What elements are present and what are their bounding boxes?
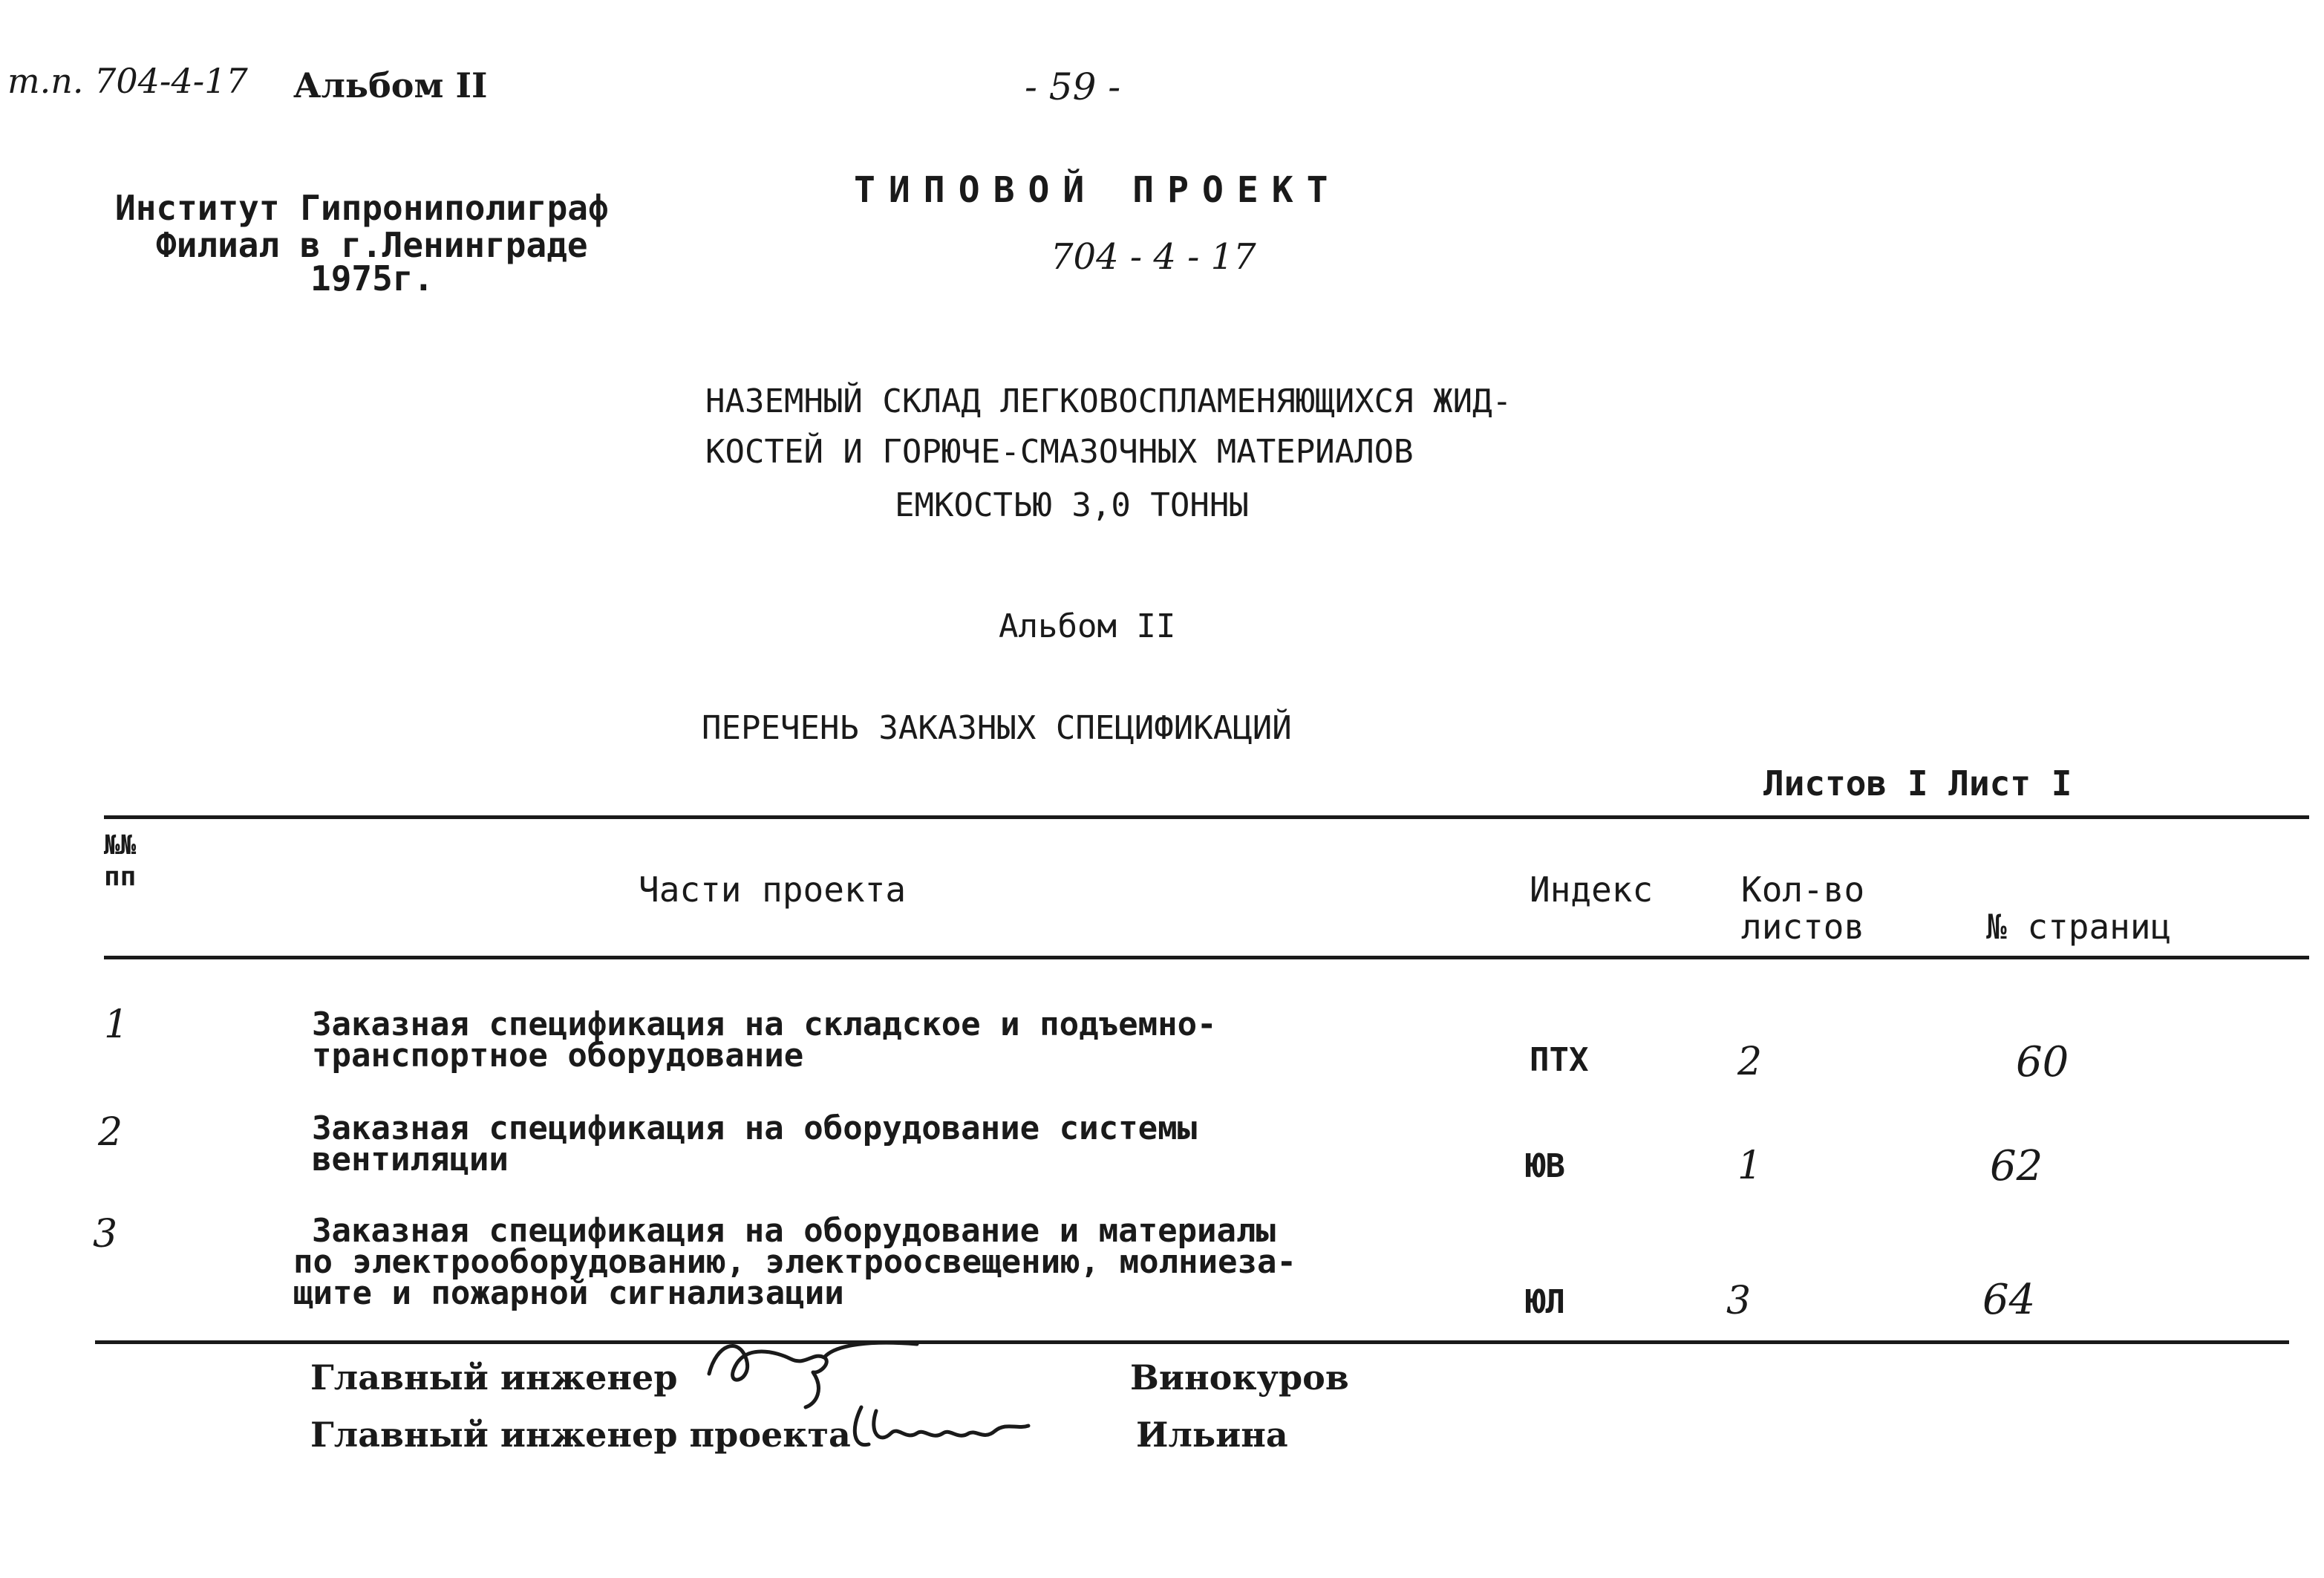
row-2-sheets: 1: [1737, 1144, 1763, 1188]
doc-code: т.п. 704-4-17: [7, 61, 248, 101]
table-header-rule: [104, 956, 2309, 959]
row-2-index: ЮВ: [1526, 1147, 1565, 1185]
row-1-text-line-2: транспортное оборудование: [312, 1037, 804, 1075]
subject-line-1: НАЗЕМНЫЙ СКЛАД ЛЕГКОВОСПЛАМЕНЯЮЩИХСЯ ЖИД-: [705, 382, 1512, 420]
list-title: ПЕРЕЧЕНЬ ЗАКАЗНЫХ СПЕЦИФИКАЦИЙ: [702, 709, 1292, 747]
project-title: ТИПОВОЙ ПРОЕКТ: [854, 169, 1342, 211]
row-3-sheets: 3: [1726, 1279, 1752, 1323]
header-pages: № страниц: [1986, 907, 2172, 947]
signature-mark-1: [694, 1329, 947, 1411]
row-3-num: 3: [93, 1212, 118, 1256]
header-num-line-2: пп: [104, 861, 137, 892]
institute-year: 1975г.: [310, 258, 434, 299]
row-3-text-line-1: Заказная спецификация на оборудование и материалы: [312, 1212, 1276, 1250]
institute-line-2: Филиал в г.Ленинграде: [156, 225, 588, 265]
institute-line-1: Институт Гипрониполиграф: [115, 188, 609, 228]
row-3-page: 64: [1982, 1276, 2036, 1324]
subject-line-3: ЕМКОСТЬЮ 3,0 ТОННЫ: [895, 486, 1249, 524]
header-num-line-1: №№: [104, 830, 137, 861]
row-2-page: 62: [1990, 1142, 2043, 1190]
row-3-text-line-3: щите и пожарной сигнализации: [293, 1274, 844, 1312]
table-top-rule: [104, 815, 2309, 819]
album-header: Альбом II: [293, 65, 488, 105]
row-1-index: ПТХ: [1530, 1041, 1589, 1079]
page-number: - 59 -: [1025, 65, 1121, 108]
header-index: Индекс: [1530, 870, 1654, 910]
subject-line-2: КОСТЕЙ И ГОРЮЧЕ-СМАЗОЧНЫХ МАТЕРИАЛОВ: [705, 433, 1414, 471]
album-label: Альбом II: [999, 607, 1176, 645]
header-sheets-line-2: листов: [1741, 907, 1865, 947]
signature-role-1: Главный инженер: [310, 1357, 678, 1398]
row-2-num: 2: [98, 1110, 123, 1155]
signature-role-2: Главный инженер проекта: [310, 1415, 851, 1455]
row-2-text-line-2: вентиляции: [312, 1141, 509, 1178]
sheet-info: Листов I Лист I: [1763, 763, 2072, 803]
header-parts: Части проекта: [639, 870, 907, 910]
signature-name-1: Винокуров: [1130, 1357, 1349, 1398]
row-2-text-line-1: Заказная спецификация на оборудование системы: [312, 1109, 1198, 1147]
signature-name-2: Ильина: [1136, 1415, 1288, 1455]
table-bottom-rule: [95, 1340, 2289, 1344]
row-1-text-line-1: Заказная спецификация на складское и подъемно-: [312, 1005, 1217, 1043]
row-1-page: 60: [2016, 1038, 2069, 1086]
row-1-sheets: 2: [1737, 1040, 1763, 1084]
row-1-num: 1: [104, 1002, 129, 1047]
header-sheets-line-1: Кол-во: [1741, 870, 1865, 910]
project-number: 704 - 4 - 17: [1051, 236, 1256, 278]
signature-mark-2: [846, 1400, 1039, 1459]
row-3-index: ЮЛ: [1526, 1283, 1565, 1321]
row-3-text-line-2: по электрооборудованию, электроосвещению, молниеза-: [293, 1243, 1297, 1281]
